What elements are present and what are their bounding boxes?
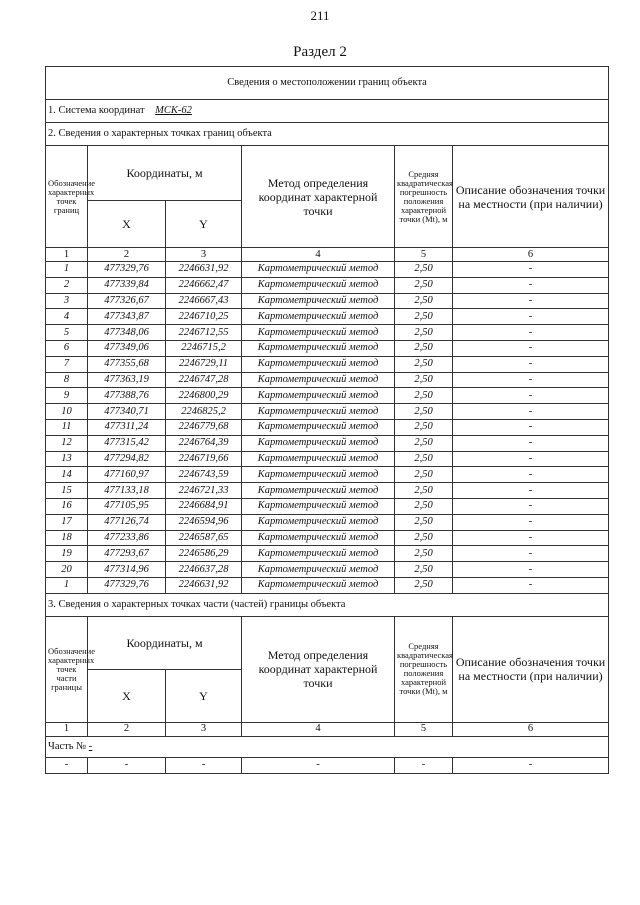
method: Картометрический метод [242,451,395,467]
coord-y: 2246631,92 [166,577,242,593]
table-row [46,546,609,562]
part-header-y: Y [166,669,242,722]
table-row [46,404,609,420]
coord-y: 2246715,2 [166,340,242,356]
part-header-description: Описание обозначения точки на местности (при наличии) [453,616,609,722]
description: - [453,530,609,546]
point-number: 18 [46,530,88,546]
part-title-row [46,736,609,757]
method: Картометрический метод [242,562,395,578]
point-number: 12 [46,435,88,451]
method: Картометрический метод [242,419,395,435]
table-cell: - [88,757,166,773]
table-row [46,262,609,278]
table-row [46,293,609,309]
part-header-error: Средняя квадратическая погрешность положения характерной точки (Mt), м [395,616,453,722]
description: - [453,435,609,451]
table-row [46,562,609,578]
point-number: 20 [46,562,88,578]
description: - [453,262,609,278]
description: - [453,340,609,356]
description: - [453,277,609,293]
coord-y: 2246743,59 [166,467,242,483]
table-cell: - [395,757,453,773]
table-row [46,514,609,530]
table-row [46,577,609,593]
point-number: 5 [46,325,88,341]
point-number: 8 [46,372,88,388]
coord-y: 2246719,66 [166,451,242,467]
section3-title: 3. Сведения о характерных точках части (частей) границы объекта [46,593,609,616]
description: - [453,325,609,341]
coord-y: 2246779,68 [166,419,242,435]
column-number: 6 [453,248,609,262]
method: Картометрический метод [242,498,395,514]
point-number: 17 [46,514,88,530]
part-header-coords: Координаты, м [88,616,242,669]
coord-y: 2246747,28 [166,372,242,388]
column-number: 6 [453,722,609,736]
part-header-point-label: Обозначение характерных точек части границы [46,616,88,722]
table-row [46,498,609,514]
table-row [46,356,609,372]
column-number: 3 [166,722,242,736]
part-header-x: X [88,669,166,722]
coord-x: 477133,18 [88,483,166,499]
header-method: Метод определения координат характерной точки [242,146,395,248]
coord-y: 2246825,2 [166,404,242,420]
point-number: 6 [46,340,88,356]
coord-x: 477311,24 [88,419,166,435]
coordinate-system-label: 1. Система координат [48,105,145,116]
table-row [46,325,609,341]
table-cell: - [453,757,609,773]
error: 2,50 [395,577,453,593]
description: - [453,562,609,578]
coordinate-system-value: МСК-62 [155,105,192,116]
header-x: X [88,201,166,248]
boundary-table [45,66,609,774]
table-row [46,388,609,404]
coord-x: 477314,96 [88,562,166,578]
point-number: 2 [46,277,88,293]
method: Картометрический метод [242,356,395,372]
error: 2,50 [395,262,453,278]
error: 2,50 [395,277,453,293]
method: Картометрический метод [242,388,395,404]
description: - [453,404,609,420]
coord-x: 477363,19 [88,372,166,388]
point-number: 11 [46,419,88,435]
part-label: Часть № [48,740,87,752]
description: - [453,309,609,325]
error: 2,50 [395,356,453,372]
coord-y: 2246662,47 [166,277,242,293]
table-row [46,435,609,451]
method: Картометрический метод [242,530,395,546]
method: Картометрический метод [242,293,395,309]
coord-y: 2246667,43 [166,293,242,309]
coord-y: 2246800,29 [166,388,242,404]
table-row [46,419,609,435]
part-header-row-1 [46,616,609,669]
method: Картометрический метод [242,340,395,356]
coord-x: 477233,86 [88,530,166,546]
point-number: 19 [46,546,88,562]
coord-y: 2246764,39 [166,435,242,451]
coord-x: 477348,06 [88,325,166,341]
method: Картометрический метод [242,467,395,483]
table-row [46,309,609,325]
coord-x: 477315,42 [88,435,166,451]
coord-x: 477339,84 [88,277,166,293]
table-cell: - [166,757,242,773]
table-row [46,372,609,388]
description: - [453,467,609,483]
coord-x: 477349,06 [88,340,166,356]
column-number: 5 [395,722,453,736]
error: 2,50 [395,514,453,530]
table-row [46,530,609,546]
error: 2,50 [395,451,453,467]
error: 2,50 [395,419,453,435]
table-row [46,451,609,467]
header-error: Средняя квадратическая погрешность положения характерной точки (Mt), м [395,146,453,248]
column-number: 1 [46,248,88,262]
error: 2,50 [395,546,453,562]
point-number: 4 [46,309,88,325]
method: Картометрический метод [242,483,395,499]
table-row [46,483,609,499]
coord-y: 2246721,33 [166,483,242,499]
column-number: 5 [395,248,453,262]
coord-x: 477293,67 [88,546,166,562]
coordinate-system-row [46,100,609,123]
method: Картометрический метод [242,514,395,530]
error: 2,50 [395,530,453,546]
method: Картометрический метод [242,277,395,293]
method: Картометрический метод [242,435,395,451]
coord-y: 2246637,28 [166,562,242,578]
point-number: 1 [46,577,88,593]
section2-title: 2. Сведения о характерных точках границ объекта [46,123,609,146]
coord-x: 477160,97 [88,467,166,483]
point-number: 3 [46,293,88,309]
point-number: 14 [46,467,88,483]
point-number: 10 [46,404,88,420]
table-banner: Сведения о местоположении границ объекта [46,67,609,100]
method: Картометрический метод [242,546,395,562]
error: 2,50 [395,483,453,499]
header-description: Описание обозначения точки на местности (при наличии) [453,146,609,248]
description: - [453,451,609,467]
coord-x: 477326,67 [88,293,166,309]
coord-y: 2246587,65 [166,530,242,546]
column-number: 4 [242,722,395,736]
error: 2,50 [395,372,453,388]
point-number: 16 [46,498,88,514]
part-empty-row [46,757,609,773]
error: 2,50 [395,435,453,451]
coord-x: 477355,68 [88,356,166,372]
column-number: 2 [88,248,166,262]
error: 2,50 [395,388,453,404]
section3-title-row [46,593,609,616]
column-number: 3 [166,248,242,262]
part-value: - [88,740,93,752]
coord-x: 477343,87 [88,309,166,325]
error: 2,50 [395,562,453,578]
part-header-method: Метод определения координат характерной точки [242,616,395,722]
coord-y: 2246710,25 [166,309,242,325]
coord-y: 2246594,96 [166,514,242,530]
point-number: 7 [46,356,88,372]
coord-y: 2246631,92 [166,262,242,278]
column-number: 4 [242,248,395,262]
description: - [453,388,609,404]
description: - [453,356,609,372]
method: Картометрический метод [242,404,395,420]
part-title [46,736,609,757]
header-coords: Координаты, м [88,146,242,201]
point-number: 1 [46,262,88,278]
description: - [453,577,609,593]
point-number: 13 [46,451,88,467]
description: - [453,514,609,530]
coord-y: 2246684,91 [166,498,242,514]
description: - [453,293,609,309]
coord-y: 2246712,55 [166,325,242,341]
error: 2,50 [395,293,453,309]
method: Картометрический метод [242,262,395,278]
description: - [453,372,609,388]
coord-x: 477294,82 [88,451,166,467]
method: Картометрический метод [242,325,395,341]
error: 2,50 [395,340,453,356]
coord-x: 477329,76 [88,577,166,593]
table-row [46,340,609,356]
coord-y: 2246729,11 [166,356,242,372]
points-table-body [46,262,609,594]
description: - [453,546,609,562]
coord-x: 477105,95 [88,498,166,514]
part-column-numbers-row [46,722,609,736]
header-row-1 [46,146,609,201]
header-point-label: Обозначение характерных точек границ [46,146,88,248]
description: - [453,419,609,435]
error: 2,50 [395,467,453,483]
table-row [46,467,609,483]
coordinate-system [46,100,609,123]
section2-title-row [46,123,609,146]
description: - [453,498,609,514]
error: 2,50 [395,309,453,325]
coord-x: 477340,71 [88,404,166,420]
coord-y: 2246586,29 [166,546,242,562]
column-number: 2 [88,722,166,736]
error: 2,50 [395,498,453,514]
coord-x: 477329,76 [88,262,166,278]
point-number: 9 [46,388,88,404]
table-row [46,277,609,293]
description: - [453,483,609,499]
coord-x: 477126,74 [88,514,166,530]
method: Картометрический метод [242,372,395,388]
method: Картометрический метод [242,309,395,325]
coord-x: 477388,76 [88,388,166,404]
table-cell: - [46,757,88,773]
table-cell: - [242,757,395,773]
error: 2,50 [395,404,453,420]
error: 2,50 [395,325,453,341]
point-number: 15 [46,483,88,499]
column-number: 1 [46,722,88,736]
header-y: Y [166,201,242,248]
column-numbers-row [46,248,609,262]
banner-row [46,67,609,100]
method: Картометрический метод [242,577,395,593]
section-title: Раздел 2 [293,44,347,60]
page-number: 211 [310,8,330,23]
